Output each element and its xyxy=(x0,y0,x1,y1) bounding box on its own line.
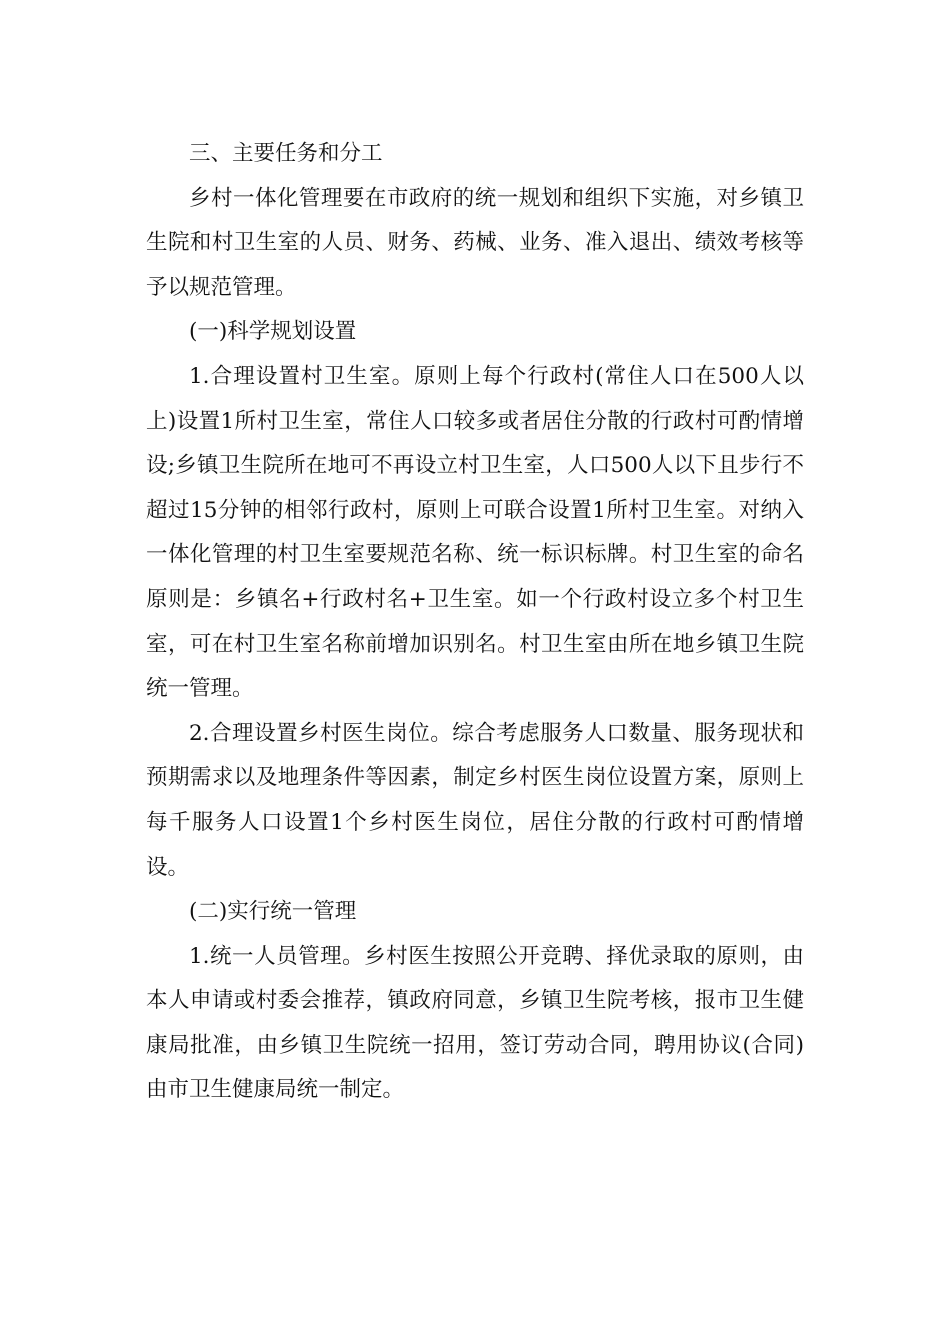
subsection-heading-management: (二)实行统一管理 xyxy=(189,899,357,925)
paragraph-doctor-posts: 2.合理设置乡村医生岗位。综合考虑服务人口数量、服务现状和预期需求以及地理条件等因素，制定乡村医生岗位设置方案，原则上每千服务人口设置1个乡村医生岗位，居住分散的行政村可酌情增设。 xyxy=(146,720,804,880)
subsection-heading-planning: (一)科学规划设置 xyxy=(189,319,357,345)
document-body xyxy=(146,132,804,1113)
section-heading: 三、主要任务和分工 xyxy=(189,141,383,166)
paragraph-personnel-management: 1.统一人员管理。乡村医生按照公开竞聘、择优录取的原则，由本人申请或村委会推荐，镇政府同意，乡镇卫生院考核，报市卫生健康局批准，由乡镇卫生院统一招用，签订劳动合同，聘用协议(合同)由市卫生健康局统一制定。 xyxy=(146,943,804,1103)
paragraph-clinic-setup: 1.合理设置村卫生室。原则上每个行政村(常住人口在500人以上)设置1所村卫生室，常住人口较多或者居住分散的行政村可酌情增设;乡镇卫生院所在地可不再设立村卫生室，人口500人以下且步行不超过15分钟的相邻行政村，原则上可联合设置1所村卫生室。对纳入一体化管理的村卫生室要规范名称、统一标识标牌。村卫生室的命名原则是：乡镇名+行政村名+卫生室。如一个行政村设立多个村卫生室，可在村卫生室名称前增加识别名。村卫生室由所在地乡镇卫生院统一管理。 xyxy=(146,363,804,702)
intro-paragraph: 乡村一体化管理要在市政府的统一规划和组织下实施，对乡镇卫生院和村卫生室的人员、财务、药械、业务、准入退出、绩效考核等予以规范管理。 xyxy=(146,185,804,300)
